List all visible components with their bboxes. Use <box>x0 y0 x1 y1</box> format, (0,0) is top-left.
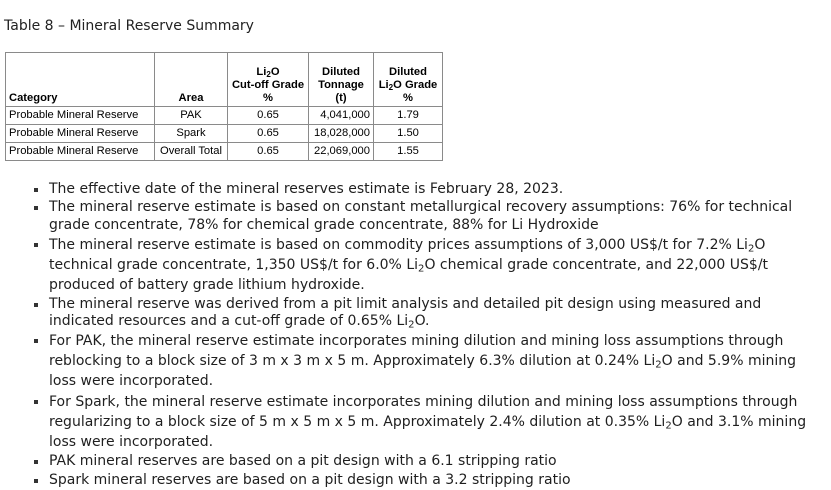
header-cutoff-grade: $Li_2O$ Cut-off Grade % <box>228 53 309 107</box>
bullet-icon <box>34 479 38 483</box>
cell-cutoff: 0.65 <box>228 125 309 143</box>
bullet-icon <box>34 339 38 343</box>
table-row <box>6 143 443 161</box>
cell-category: Probable Mineral Reserve <box>6 107 155 125</box>
cell-area: PAK <box>155 107 228 125</box>
cell-area: Overall Total <box>155 143 228 161</box>
cell-area: Spark <box>155 125 228 143</box>
bullet-icon <box>34 303 38 307</box>
bullet-icon <box>34 460 38 464</box>
bullet-icon <box>34 243 38 247</box>
footnote-item: For Spark, the mineral reserve estimate incorporates mining dilution and mining loss assumptions through regularizing to a block size of 5 m x 5 m x 5 m. Approximately 2.4% dilution at 0.35% $Li_2O$ and 3.1% mining loss were incorporated. <box>32 392 822 452</box>
cell-category: Probable Mineral Reserve <box>6 143 155 161</box>
table-header-row <box>6 53 443 107</box>
bullet-icon <box>34 188 38 192</box>
header-category: Category <box>6 53 155 107</box>
bullet-icon <box>34 400 38 404</box>
header-diluted-tonnage: Diluted Tonnage (t) <box>309 53 374 107</box>
bullet-icon <box>34 206 38 210</box>
table-row <box>6 125 443 143</box>
cell-tonnage: 22,069,000 <box>309 143 374 161</box>
cell-tonnage: 4,041,000 <box>309 107 374 125</box>
footnote-item: The mineral reserve estimate is based on commodity prices assumptions of 3,000 US$/t for 7.2% $Li_2O$ technical grade concentrate, 1,350 US$/t for 6.0% $Li_2O$ chemical grade concentrate, and 22,000 US$/t produced of battery grade lithium hydroxide. <box>32 235 822 295</box>
cell-cutoff: 0.65 <box>228 143 309 161</box>
table-title: Table 8 – Mineral Reserve Summary <box>4 18 254 34</box>
cell-grade: 1.55 <box>374 143 443 161</box>
table-row <box>6 107 443 125</box>
cell-category: Probable Mineral Reserve <box>6 125 155 143</box>
footnote-item: The mineral reserve estimate is based on constant metallurgical recovery assumptions: 76% for technical grade concentrate, 78% for chemical grade concentrate, 88% for Li Hydroxide <box>32 199 822 234</box>
footnote-item: The mineral reserve was derived from a pit limit analysis and detailed pit design using measured and indicated resources and a cut-off grade of 0.65% $Li_2O$. <box>32 296 822 331</box>
header-diluted-grade: Diluted $Li_2O$ Grade % <box>374 53 443 107</box>
header-area: Area <box>155 53 228 107</box>
cell-grade: 1.79 <box>374 107 443 125</box>
cell-grade: 1.50 <box>374 125 443 143</box>
footnote-item: For PAK, the mineral reserve estimate incorporates mining dilution and mining loss assumptions through reblocking to a block size of 3 m x 3 m x 5 m. Approximately 6.3% dilution at 0.24% $Li_2O$ and 5.9% mining loss were incorporated. <box>32 331 822 391</box>
cell-tonnage: 18,028,000 <box>309 125 374 143</box>
footnotes-list <box>32 181 822 490</box>
footnote-item: Spark mineral reserves are based on a pit design with a 3.2 stripping ratio <box>32 472 822 489</box>
footnote-item: PAK mineral reserves are based on a pit design with a 6.1 stripping ratio <box>32 453 822 470</box>
cell-cutoff: 0.65 <box>228 107 309 125</box>
mineral-reserve-table <box>5 52 443 161</box>
footnote-item: The effective date of the mineral reserves estimate is February 28, 2023. <box>32 181 822 198</box>
